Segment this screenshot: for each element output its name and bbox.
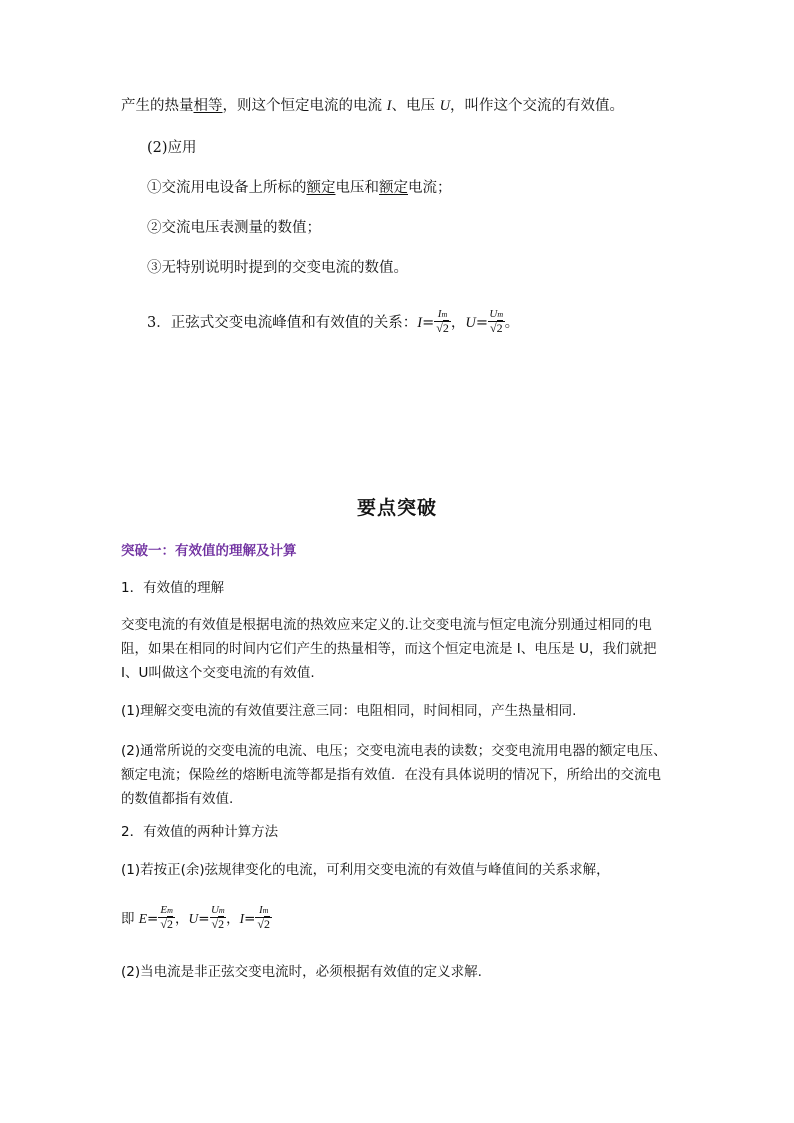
separator: ， <box>450 315 466 331</box>
method-line: (1)若按正(余)弦规律变化的电流，可利用交变电流的有效值与峰值间的关系求解， <box>121 862 610 878</box>
text-fragment: ，叫作这个交流的有效值。 <box>450 98 625 114</box>
sqrt-radicand: 2 <box>442 320 449 335</box>
sqrt-icon: √ <box>211 916 219 931</box>
underlined-term: 额定 <box>306 180 336 196</box>
sqrt-radicand: 2 <box>218 916 225 931</box>
text-fragment: ，则这个恒定电流的电流 <box>222 98 387 114</box>
fraction-im-sqrt2 <box>434 308 451 335</box>
numerator-var: I <box>437 307 442 320</box>
underlined-term: 相等 <box>193 98 223 114</box>
paragraph-line: 交变电流的有效值是根据电流的热效应来定义的.让交变电流与恒定电流分别通过相同的电 <box>121 617 652 633</box>
numerator-var: E <box>160 903 168 916</box>
paragraph-line: I、U叫做这个交变电流的有效值. <box>121 665 315 681</box>
variable-i: I <box>417 315 423 331</box>
sqrt-radicand: 2 <box>496 320 503 335</box>
peak-rms-relation <box>147 309 519 337</box>
subscript-m: m <box>167 905 173 915</box>
sqrt-radicand: 2 <box>264 916 271 931</box>
note-line: (1)理解交变电流的有效值要注意三同：电阻相同，时间相同，产生热量相同. <box>121 703 577 719</box>
text-fragment: 产生的热量 <box>121 98 194 114</box>
text-fragment: 即 <box>121 911 139 927</box>
variable-i: I <box>239 911 245 926</box>
fraction-im-sqrt2 <box>255 904 272 931</box>
text-fragment: 电压和 <box>335 180 379 196</box>
application-item-2: ②交流电压表测量的数值； <box>147 220 321 236</box>
subscript-m: m <box>262 905 269 915</box>
fraction-em-sqrt2 <box>158 904 175 931</box>
subscript-m: m <box>497 309 504 319</box>
variable-i: I <box>386 98 392 114</box>
application-item-3: ③无特别说明时提到的交变电流的数值。 <box>147 260 408 276</box>
application-item-1 <box>147 178 452 198</box>
sqrt-icon: √ <box>489 320 497 335</box>
rms-formula-line <box>121 905 272 933</box>
breakthrough-title: 突破一：有效值的理解及计算 <box>121 543 297 559</box>
fraction-um-sqrt2 <box>210 904 227 931</box>
equals-sign: = <box>147 911 159 927</box>
text-fragment: 电流； <box>408 180 452 196</box>
variable-u: U <box>188 911 199 926</box>
equals-sign: = <box>422 315 435 331</box>
equals-sign: = <box>475 315 488 331</box>
sqrt-icon: √ <box>160 916 167 931</box>
numerator-var: U <box>489 307 498 320</box>
variable-u: U <box>465 315 476 331</box>
variable-e: E <box>138 911 148 926</box>
numerator-var: U <box>210 903 219 916</box>
note-line: 额定电流；保险丝的熔断电流等都是指有效值．在没有具体说明的情况下，所给出的交流电 <box>121 767 661 783</box>
text-fragment: ①交流用电设备上所标的 <box>147 180 307 196</box>
subscript-m: m <box>218 905 225 915</box>
text-fragment: 、电压 <box>391 98 440 114</box>
separator: ， <box>226 911 240 927</box>
paragraph-line: 阻，如果在相同的时间内它们产生的热量相等，而这个恒定电流是 I、电压是 U，我们就把 <box>121 641 657 657</box>
separator: ， <box>174 911 189 927</box>
note-line: (2)通常所说的交变电流的电流、电压；交变电流电表的读数；交变电流用电器的额定电压、 <box>121 743 667 759</box>
sqrt-radicand: 2 <box>166 916 173 931</box>
definition-line <box>121 96 624 116</box>
subscript-m: m <box>441 309 448 319</box>
fraction-um-sqrt2 <box>488 308 505 335</box>
sqrt-icon: √ <box>257 916 265 931</box>
equals-sign: = <box>244 911 256 927</box>
period: 。 <box>504 315 520 331</box>
equals-sign: = <box>198 911 210 927</box>
section-heading: 要点突破 <box>356 497 437 519</box>
note-line: 的数值都指有效值. <box>121 791 234 807</box>
subsection-title-1: 1．有效值的理解 <box>121 580 225 596</box>
subsection-title-2: 2．有效值的两种计算方法 <box>121 824 279 840</box>
underlined-term: 额定 <box>379 180 408 196</box>
application-title: (2)应用 <box>147 140 197 156</box>
method-line: (2)当电流是非正弦交变电流时，必须根据有效值的定义求解. <box>121 964 482 980</box>
numerator-var: I <box>258 903 263 916</box>
text-fragment: 3．正弦式交变电流峰值和有效值的关系： <box>147 315 418 331</box>
sqrt-icon: √ <box>436 320 443 335</box>
variable-u: U <box>439 98 451 114</box>
